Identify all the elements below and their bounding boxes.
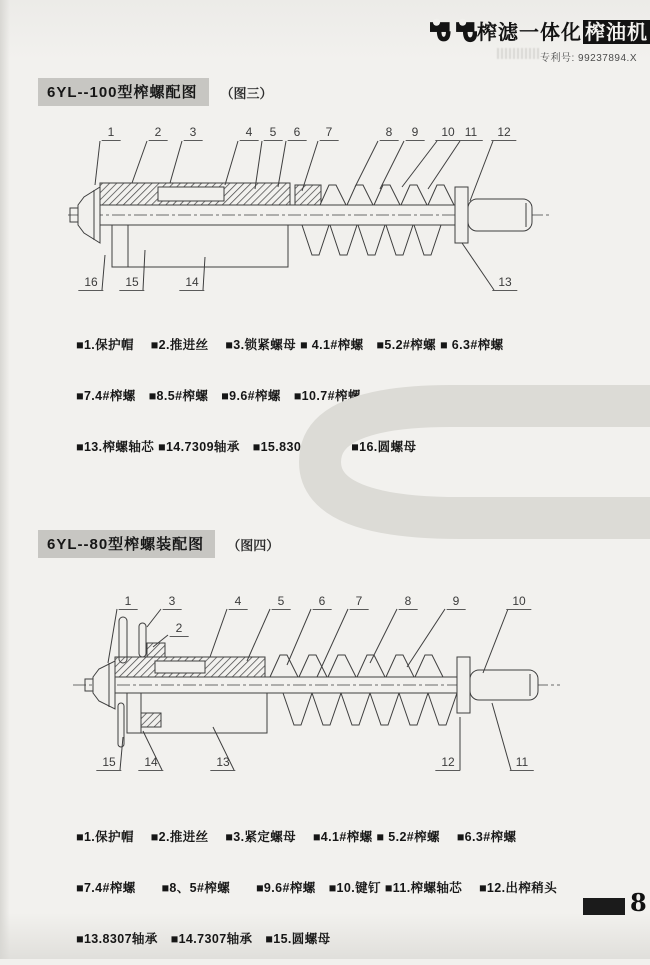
part-callout-15: 15: [96, 756, 121, 771]
part-callout-8: 8: [380, 126, 399, 141]
part-callout-13: 13: [210, 756, 235, 771]
legend-line: ■1.保护帽 ■2.推进丝 ■3.锁紧螺母 ■ 4.1#榨螺 ■5.2#榨螺 ■ 6.3#榨螺: [76, 338, 504, 352]
figure2-tag: （图四）: [227, 537, 280, 553]
figure2-diagram: [55, 585, 575, 785]
header-brand: [430, 12, 650, 48]
part-callout-9: 9: [447, 595, 466, 610]
figure2-title: 6YL--80型榨螺装配图: [38, 530, 215, 558]
figure2-legend: [76, 795, 558, 965]
part-callout-7: 7: [320, 126, 339, 141]
page-number: 8: [630, 888, 647, 917]
legend-line: ■13.8307轴承 ■14.7307轴承 ■15.圆螺母: [76, 932, 331, 946]
brand-title-normal: 榨滤一体化: [477, 19, 582, 44]
part-callout-11: 11: [459, 126, 483, 141]
figure2-drawing: [55, 585, 575, 785]
part-callout-3: 3: [163, 595, 182, 610]
part-callout-9: 9: [406, 126, 425, 141]
part-callout-16: 16: [78, 276, 103, 291]
part-callout-4: 4: [240, 126, 259, 141]
part-callout-10: 10: [506, 595, 531, 610]
part-callout-5: 5: [264, 126, 283, 141]
part-callout-4: 4: [229, 595, 248, 610]
part-callout-7: 7: [350, 595, 369, 610]
legend-line: ■13.榨螺轴芯 ■14.7309轴承 ■15.8309轴承 ■16.圆螺母: [76, 440, 417, 454]
legend-line: ■7.4#榨螺 ■8.5#榨螺 ■9.6#榨螺 ■10.7#榨螺 ■11.出渣稍头 ■12.键钉: [76, 389, 521, 403]
part-callout-15: 15: [119, 276, 144, 291]
press-machine-logo-icon: [430, 10, 477, 50]
patent-number: 专利号: 99237894.X: [540, 53, 637, 64]
part-callout-1: 1: [102, 126, 121, 141]
part-callout-8: 8: [399, 595, 418, 610]
part-callout-1: 1: [119, 595, 138, 610]
part-callout-13: 13: [492, 276, 517, 291]
legend-line: ■1.保护帽 ■2.推进丝 ■3.紧定螺母 ■4.1#榨螺 ■ 5.2#榨螺 ■6.3#榨螺: [76, 830, 517, 844]
figure2-title-row: [38, 530, 279, 558]
figure1-tag: （图三）: [220, 85, 273, 101]
page-footer: [560, 888, 650, 928]
part-callout-12: 12: [435, 756, 460, 771]
faded-stamp-text: [497, 48, 541, 59]
figure1-title: 6YL--100型榨螺配图: [38, 78, 209, 106]
part-callout-6: 6: [313, 595, 332, 610]
part-callout-6: 6: [288, 126, 307, 141]
part-callout-10: 10: [435, 126, 460, 141]
figure1-title-row: [38, 78, 273, 106]
part-callout-2: 2: [170, 622, 189, 637]
figure1-diagram: [50, 115, 570, 305]
part-callout-11: 11: [510, 756, 534, 771]
part-callout-5: 5: [272, 595, 291, 610]
figure1-legend: [76, 303, 546, 473]
part-callout-2: 2: [149, 126, 168, 141]
part-callout-14: 14: [179, 276, 204, 291]
part-callout-3: 3: [184, 126, 203, 141]
footer-bar: [583, 898, 625, 915]
brand-title-inverse: 榨油机: [585, 19, 648, 44]
brand-title: [477, 16, 650, 45]
legend-line: ■7.4#榨螺 ■8、5#榨螺 ■9.6#榨螺 ■10.键钉 ■11.榨螺轴芯 ■12.出榨稍头: [76, 881, 558, 895]
part-callout-12: 12: [491, 126, 516, 141]
part-callout-14: 14: [138, 756, 163, 771]
